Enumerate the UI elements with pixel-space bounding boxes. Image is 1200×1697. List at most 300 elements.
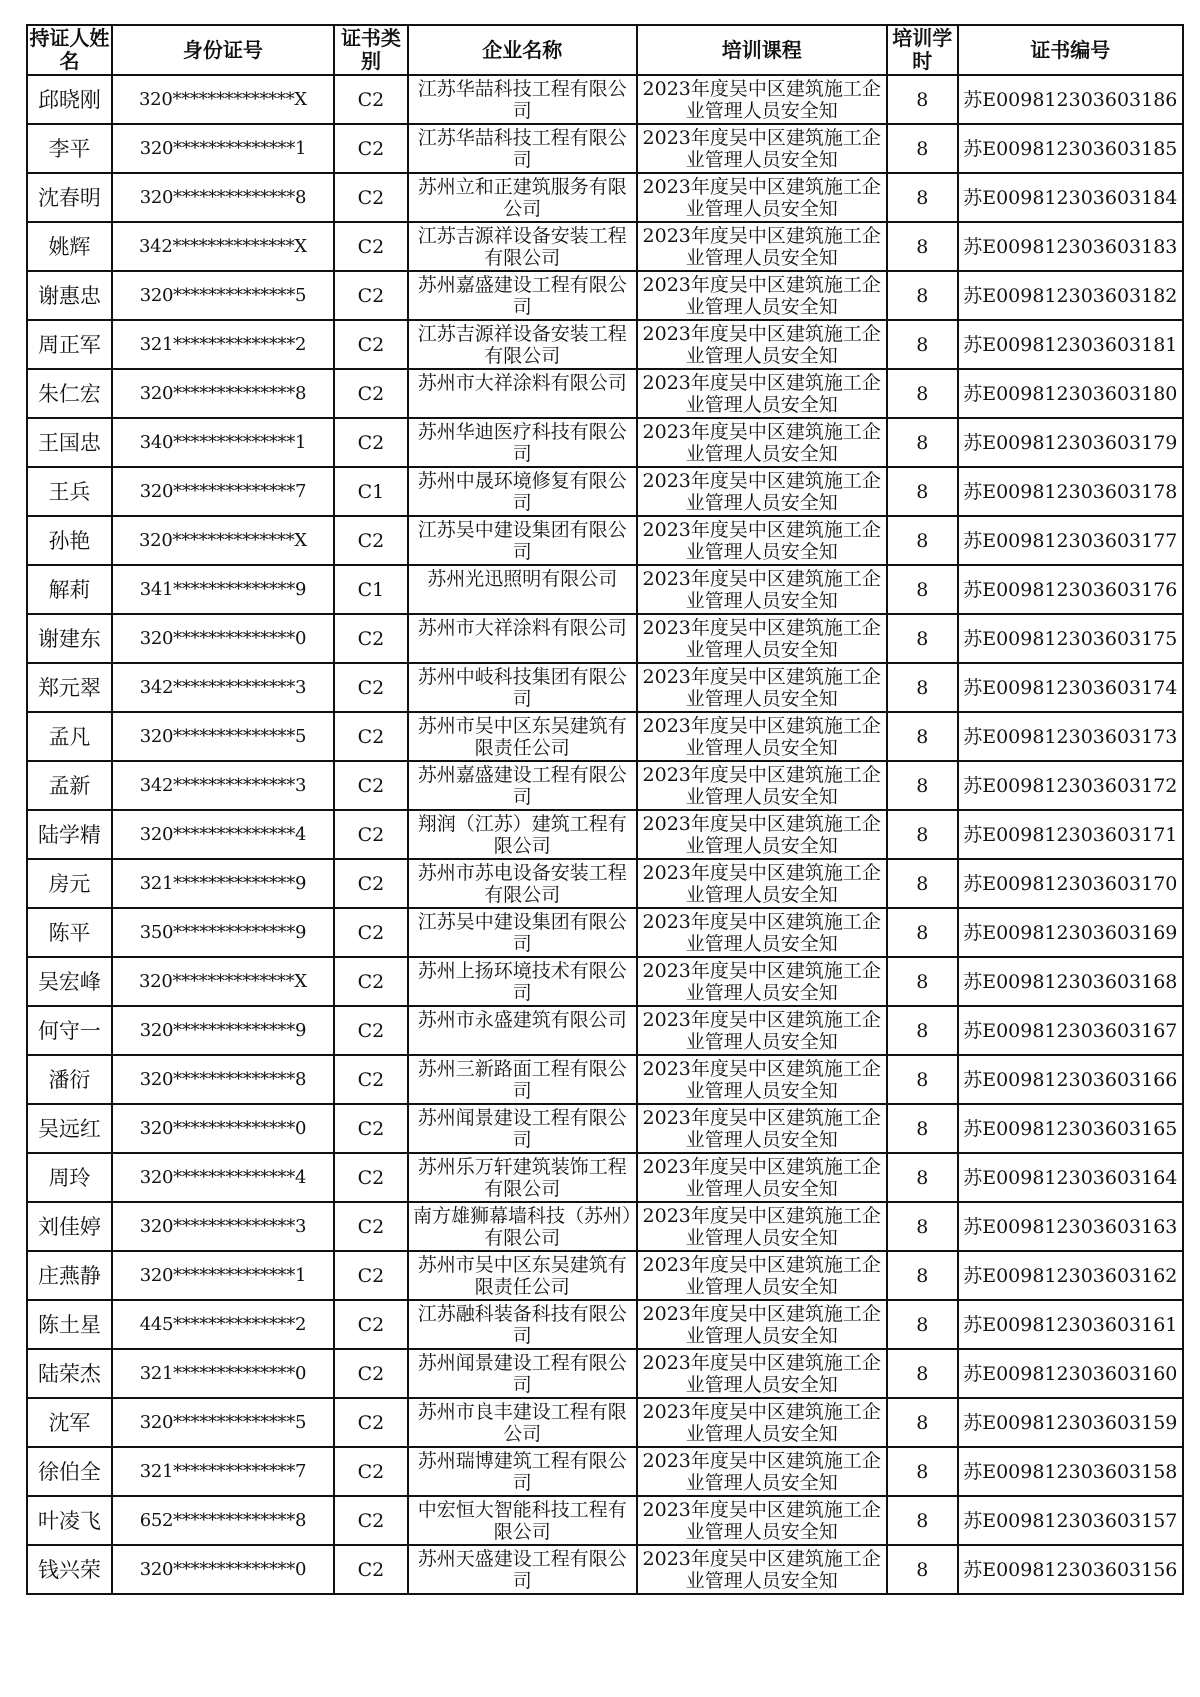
table-row	[27, 761, 1183, 810]
cell-training-hours: 8	[887, 467, 958, 516]
cell-training-course	[637, 1202, 887, 1251]
table-row	[27, 516, 1183, 565]
cell-training-course	[637, 810, 887, 859]
cell-cert-number: 苏E009812303603178	[958, 467, 1183, 516]
cell-training-course-text: 2023年度吴中区建筑施工企业管理人员安全知	[642, 1450, 881, 1494]
cell-training-course	[637, 1349, 887, 1398]
cell-company-name	[408, 516, 637, 565]
cell-company-name	[408, 1496, 637, 1545]
cell-training-course-text: 2023年度吴中区建筑施工企业管理人员安全知	[642, 1499, 881, 1543]
cell-training-course-text: 2023年度吴中区建筑施工企业管理人员安全知	[642, 1205, 881, 1249]
table-row	[27, 663, 1183, 712]
cell-company-name-text: 苏州市吴中区东吴建筑有限责任公司	[417, 715, 627, 759]
cell-training-hours: 8	[887, 1104, 958, 1153]
header-holder-name: 持证人姓名	[27, 25, 112, 75]
cell-id-number: 320**************4	[112, 810, 334, 859]
cell-cert-number: 苏E009812303603186	[958, 75, 1183, 124]
cell-holder-name: 叶凌飞	[27, 1496, 112, 1545]
cell-id-number: 341**************9	[112, 565, 334, 614]
cell-id-number: 321**************0	[112, 1349, 334, 1398]
cell-cert-number: 苏E009812303603164	[958, 1153, 1183, 1202]
cell-training-course-text: 2023年度吴中区建筑施工企业管理人员安全知	[642, 960, 881, 1004]
cell-cert-number: 苏E009812303603177	[958, 516, 1183, 565]
cell-id-number: 320**************3	[112, 1202, 334, 1251]
cell-holder-name: 钱兴荣	[27, 1545, 112, 1594]
cell-company-name-text: 江苏华喆科技工程有限公司	[417, 127, 627, 171]
cell-training-hours: 8	[887, 859, 958, 908]
cell-holder-name: 陈土星	[27, 1300, 112, 1349]
cell-training-hours: 8	[887, 565, 958, 614]
table-row	[27, 1349, 1183, 1398]
cell-training-course	[637, 1496, 887, 1545]
cell-cert-number: 苏E009812303603184	[958, 173, 1183, 222]
cell-cert-number: 苏E009812303603170	[958, 859, 1183, 908]
cell-company-name	[408, 271, 637, 320]
cell-holder-name: 潘衍	[27, 1055, 112, 1104]
table-row	[27, 75, 1183, 124]
cell-training-hours: 8	[887, 320, 958, 369]
cell-training-course	[637, 1300, 887, 1349]
certificate-table-page	[26, 24, 1184, 1595]
cell-company-name-text: 苏州瑞博建筑工程有限公司	[417, 1450, 627, 1494]
cell-holder-name: 姚辉	[27, 222, 112, 271]
cell-training-hours: 8	[887, 1349, 958, 1398]
cell-company-name-text: 苏州华迪医疗科技有限公司	[417, 421, 627, 465]
cell-company-name	[408, 369, 637, 418]
cell-id-number: 321**************2	[112, 320, 334, 369]
cell-id-number: 320**************5	[112, 1398, 334, 1447]
cell-holder-name: 孟新	[27, 761, 112, 810]
cell-company-name	[408, 957, 637, 1006]
cell-training-hours: 8	[887, 369, 958, 418]
header-cert-category: 证书类别	[334, 25, 408, 75]
cell-cert-category: C2	[334, 516, 408, 565]
cell-company-name-text: 江苏华喆科技工程有限公司	[417, 78, 627, 122]
cell-company-name	[408, 859, 637, 908]
cell-training-hours: 8	[887, 1006, 958, 1055]
cell-training-course-text: 2023年度吴中区建筑施工企业管理人员安全知	[642, 470, 881, 514]
header-id-number: 身份证号	[112, 25, 334, 75]
cell-training-course-text: 2023年度吴中区建筑施工企业管理人员安全知	[642, 666, 881, 710]
cell-holder-name: 王国忠	[27, 418, 112, 467]
cell-training-course	[637, 859, 887, 908]
cell-company-name	[408, 761, 637, 810]
cell-training-course	[637, 1055, 887, 1104]
cell-cert-category: C2	[334, 1398, 408, 1447]
cell-cert-category: C2	[334, 1300, 408, 1349]
cell-training-course-text: 2023年度吴中区建筑施工企业管理人员安全知	[642, 323, 881, 367]
cell-holder-name: 郑元翠	[27, 663, 112, 712]
cell-cert-number: 苏E009812303603174	[958, 663, 1183, 712]
cell-cert-category: C2	[334, 1153, 408, 1202]
cell-training-hours: 8	[887, 908, 958, 957]
cell-company-name-text: 苏州市苏电设备安装工程有限公司	[417, 862, 627, 906]
cell-holder-name: 陆学精	[27, 810, 112, 859]
cell-holder-name: 徐伯全	[27, 1447, 112, 1496]
cell-training-hours: 8	[887, 124, 958, 173]
cell-cert-number: 苏E009812303603175	[958, 614, 1183, 663]
cell-id-number: 321**************9	[112, 859, 334, 908]
cell-training-course-text: 2023年度吴中区建筑施工企业管理人员安全知	[642, 176, 881, 220]
cell-cert-number: 苏E009812303603168	[958, 957, 1183, 1006]
table-row	[27, 1006, 1183, 1055]
cell-cert-number: 苏E009812303603180	[958, 369, 1183, 418]
cell-company-name-text: 苏州嘉盛建设工程有限公司	[417, 274, 627, 318]
table-row	[27, 173, 1183, 222]
header-training-course: 培训课程	[637, 25, 887, 75]
cell-company-name	[408, 1398, 637, 1447]
cell-company-name-text: 苏州市大祥涂料有限公司	[417, 372, 627, 394]
cell-holder-name: 吴远红	[27, 1104, 112, 1153]
table-body	[27, 75, 1183, 1594]
cell-cert-category: C2	[334, 712, 408, 761]
cell-training-course	[637, 124, 887, 173]
cell-id-number: 320**************1	[112, 124, 334, 173]
cell-training-course	[637, 1251, 887, 1300]
cell-company-name-text: 苏州上扬环境技术有限公司	[417, 960, 627, 1004]
cell-holder-name: 李平	[27, 124, 112, 173]
cell-training-course-text: 2023年度吴中区建筑施工企业管理人员安全知	[642, 225, 881, 269]
cell-cert-number: 苏E009812303603167	[958, 1006, 1183, 1055]
cell-training-course-text: 2023年度吴中区建筑施工企业管理人员安全知	[642, 421, 881, 465]
cell-company-name-text: 苏州立和正建筑服务有限公司	[417, 176, 627, 220]
cell-cert-category: C2	[334, 1496, 408, 1545]
cell-cert-number: 苏E009812303603182	[958, 271, 1183, 320]
cell-company-name-text: 苏州天盛建设工程有限公司	[417, 1548, 627, 1592]
cell-training-course-text: 2023年度吴中区建筑施工企业管理人员安全知	[642, 1303, 881, 1347]
cell-holder-name: 谢惠忠	[27, 271, 112, 320]
cell-company-name	[408, 712, 637, 761]
cell-cert-category: C2	[334, 1447, 408, 1496]
cell-training-hours: 8	[887, 1545, 958, 1594]
cell-training-course	[637, 320, 887, 369]
cell-cert-number: 苏E009812303603165	[958, 1104, 1183, 1153]
cell-id-number: 652**************8	[112, 1496, 334, 1545]
cell-holder-name: 周正军	[27, 320, 112, 369]
cell-cert-category: C2	[334, 1055, 408, 1104]
table-row	[27, 1104, 1183, 1153]
cell-company-name-text: 苏州市大祥涂料有限公司	[417, 617, 627, 639]
table-row	[27, 1202, 1183, 1251]
table-row	[27, 1055, 1183, 1104]
cell-company-name-text: 苏州市良丰建设工程有限公司	[417, 1401, 627, 1445]
cell-training-hours: 8	[887, 516, 958, 565]
cell-company-name	[408, 173, 637, 222]
cell-cert-number: 苏E009812303603156	[958, 1545, 1183, 1594]
cell-id-number: 320**************8	[112, 1055, 334, 1104]
cell-training-hours: 8	[887, 418, 958, 467]
cell-id-number: 320**************9	[112, 1006, 334, 1055]
cell-training-hours: 8	[887, 957, 958, 1006]
cell-training-course	[637, 712, 887, 761]
cell-training-hours: 8	[887, 1055, 958, 1104]
cell-training-course-text: 2023年度吴中区建筑施工企业管理人员安全知	[642, 274, 881, 318]
cell-company-name	[408, 1055, 637, 1104]
cell-company-name-text: 中宏恒大智能科技工程有限公司	[417, 1499, 627, 1543]
cell-company-name-text: 翔润（江苏）建筑工程有限公司	[417, 813, 627, 857]
cell-company-name-text: 苏州闻景建设工程有限公司	[417, 1107, 627, 1151]
cell-company-name-text: 苏州光迅照明有限公司	[427, 568, 618, 590]
cell-training-hours: 8	[887, 761, 958, 810]
cell-training-course-text: 2023年度吴中区建筑施工企业管理人员安全知	[642, 1548, 881, 1592]
table-row	[27, 1447, 1183, 1496]
cell-company-name	[408, 1447, 637, 1496]
cell-cert-number: 苏E009812303603173	[958, 712, 1183, 761]
cell-cert-number: 苏E009812303603159	[958, 1398, 1183, 1447]
cell-training-course	[637, 565, 887, 614]
cell-training-course	[637, 369, 887, 418]
cell-id-number: 320**************X	[112, 516, 334, 565]
cell-company-name	[408, 1006, 637, 1055]
cell-id-number: 320**************4	[112, 1153, 334, 1202]
cell-training-course-text: 2023年度吴中区建筑施工企业管理人员安全知	[642, 1352, 881, 1396]
cell-holder-name: 庄燕静	[27, 1251, 112, 1300]
cell-cert-number: 苏E009812303603163	[958, 1202, 1183, 1251]
cell-cert-category: C2	[334, 761, 408, 810]
cell-cert-category: C2	[334, 173, 408, 222]
cell-training-course	[637, 957, 887, 1006]
cell-company-name-text: 苏州中晟环境修复有限公司	[417, 470, 627, 514]
table-row	[27, 1545, 1183, 1594]
header-cert-number: 证书编号	[958, 25, 1183, 75]
cell-training-hours: 8	[887, 1202, 958, 1251]
cell-id-number: 320**************8	[112, 173, 334, 222]
cell-cert-category: C2	[334, 1251, 408, 1300]
cell-company-name	[408, 1300, 637, 1349]
cell-company-name	[408, 1251, 637, 1300]
cell-company-name	[408, 1202, 637, 1251]
cell-id-number: 320**************1	[112, 1251, 334, 1300]
cell-training-course	[637, 467, 887, 516]
cell-training-course	[637, 614, 887, 663]
cell-training-hours: 8	[887, 1447, 958, 1496]
cell-training-course-text: 2023年度吴中区建筑施工企业管理人员安全知	[642, 519, 881, 563]
header-training-hours: 培训学时	[887, 25, 958, 75]
cell-training-course	[637, 663, 887, 712]
cell-training-course	[637, 516, 887, 565]
cell-training-course-text: 2023年度吴中区建筑施工企业管理人员安全知	[642, 862, 881, 906]
cell-id-number: 320**************8	[112, 369, 334, 418]
table-row	[27, 1153, 1183, 1202]
cell-holder-name: 谢建东	[27, 614, 112, 663]
cell-training-course-text: 2023年度吴中区建筑施工企业管理人员安全知	[642, 372, 881, 416]
cell-cert-category: C2	[334, 908, 408, 957]
cell-training-course-text: 2023年度吴中区建筑施工企业管理人员安全知	[642, 78, 881, 122]
cell-cert-number: 苏E009812303603172	[958, 761, 1183, 810]
cell-company-name	[408, 614, 637, 663]
table-row	[27, 957, 1183, 1006]
table-row	[27, 859, 1183, 908]
table-row	[27, 1496, 1183, 1545]
cell-holder-name: 吴宏峰	[27, 957, 112, 1006]
cell-training-hours: 8	[887, 1153, 958, 1202]
cell-cert-category: C2	[334, 320, 408, 369]
cell-company-name-text: 江苏吉源祥设备安装工程有限公司	[417, 323, 627, 367]
cell-cert-number: 苏E009812303603162	[958, 1251, 1183, 1300]
cell-cert-category: C2	[334, 859, 408, 908]
cell-id-number: 320**************X	[112, 957, 334, 1006]
cell-cert-category: C2	[334, 1104, 408, 1153]
cell-training-course-text: 2023年度吴中区建筑施工企业管理人员安全知	[642, 1401, 881, 1445]
cell-cert-category: C2	[334, 271, 408, 320]
cell-training-hours: 8	[887, 173, 958, 222]
cell-training-course-text: 2023年度吴中区建筑施工企业管理人员安全知	[642, 1009, 881, 1053]
cell-id-number: 445**************2	[112, 1300, 334, 1349]
cell-training-course-text: 2023年度吴中区建筑施工企业管理人员安全知	[642, 1254, 881, 1298]
cell-training-course-text: 2023年度吴中区建筑施工企业管理人员安全知	[642, 568, 881, 612]
cell-id-number: 320**************0	[112, 614, 334, 663]
cell-training-course-text: 2023年度吴中区建筑施工企业管理人员安全知	[642, 1058, 881, 1102]
table-header-row	[27, 25, 1183, 75]
cell-company-name	[408, 663, 637, 712]
cell-holder-name: 朱仁宏	[27, 369, 112, 418]
cell-cert-number: 苏E009812303603183	[958, 222, 1183, 271]
cell-id-number: 320**************0	[112, 1545, 334, 1594]
cell-cert-number: 苏E009812303603176	[958, 565, 1183, 614]
cell-training-course	[637, 1153, 887, 1202]
cell-company-name	[408, 1545, 637, 1594]
cell-training-hours: 8	[887, 75, 958, 124]
table-row	[27, 418, 1183, 467]
cell-cert-number: 苏E009812303603179	[958, 418, 1183, 467]
header-company-name: 企业名称	[408, 25, 637, 75]
cell-training-course-text: 2023年度吴中区建筑施工企业管理人员安全知	[642, 911, 881, 955]
cell-company-name	[408, 124, 637, 173]
cell-id-number: 350**************9	[112, 908, 334, 957]
cell-training-hours: 8	[887, 712, 958, 761]
cell-cert-category: C2	[334, 418, 408, 467]
cell-training-course	[637, 173, 887, 222]
cell-company-name	[408, 1104, 637, 1153]
cell-training-hours: 8	[887, 614, 958, 663]
cell-cert-number: 苏E009812303603171	[958, 810, 1183, 859]
cell-company-name-text: 苏州闻景建设工程有限公司	[417, 1352, 627, 1396]
table-row	[27, 1300, 1183, 1349]
cell-company-name-text: 江苏吴中建设集团有限公司	[417, 519, 627, 563]
cell-holder-name: 刘佳婷	[27, 1202, 112, 1251]
cell-cert-number: 苏E009812303603157	[958, 1496, 1183, 1545]
table-row	[27, 320, 1183, 369]
cell-cert-category: C1	[334, 565, 408, 614]
cell-training-course-text: 2023年度吴中区建筑施工企业管理人员安全知	[642, 127, 881, 171]
cell-company-name	[408, 565, 637, 614]
cell-holder-name: 邱晓刚	[27, 75, 112, 124]
cell-training-course-text: 2023年度吴中区建筑施工企业管理人员安全知	[642, 715, 881, 759]
cell-cert-category: C2	[334, 1545, 408, 1594]
cell-training-course	[637, 418, 887, 467]
cell-cert-number: 苏E009812303603185	[958, 124, 1183, 173]
cell-company-name-text: 江苏吴中建设集团有限公司	[417, 911, 627, 955]
table-row	[27, 467, 1183, 516]
cell-training-course	[637, 75, 887, 124]
cell-company-name	[408, 1153, 637, 1202]
cell-holder-name: 王兵	[27, 467, 112, 516]
cell-id-number: 342**************3	[112, 761, 334, 810]
cell-company-name	[408, 418, 637, 467]
cell-company-name	[408, 810, 637, 859]
cell-company-name	[408, 1349, 637, 1398]
cell-company-name-text: 苏州嘉盛建设工程有限公司	[417, 764, 627, 808]
cell-cert-category: C2	[334, 810, 408, 859]
table-row	[27, 810, 1183, 859]
table-row	[27, 614, 1183, 663]
cell-training-course	[637, 1447, 887, 1496]
cell-id-number: 342**************3	[112, 663, 334, 712]
cell-training-hours: 8	[887, 810, 958, 859]
cell-training-course	[637, 761, 887, 810]
cell-holder-name: 孙艳	[27, 516, 112, 565]
cell-cert-category: C2	[334, 1349, 408, 1398]
cell-training-course	[637, 1398, 887, 1447]
table-row	[27, 1251, 1183, 1300]
cell-holder-name: 解莉	[27, 565, 112, 614]
cell-id-number: 320**************7	[112, 467, 334, 516]
cell-cert-number: 苏E009812303603158	[958, 1447, 1183, 1496]
table-row	[27, 1398, 1183, 1447]
cell-holder-name: 沈春明	[27, 173, 112, 222]
cell-cert-number: 苏E009812303603166	[958, 1055, 1183, 1104]
table-row	[27, 222, 1183, 271]
cell-training-hours: 8	[887, 663, 958, 712]
cell-company-name-text: 苏州乐万轩建筑装饰工程有限公司	[417, 1156, 627, 1200]
cell-cert-number: 苏E009812303603161	[958, 1300, 1183, 1349]
cell-id-number: 320**************5	[112, 712, 334, 761]
cell-company-name-text: 南方雄狮幕墙科技（苏州）有限公司	[412, 1205, 632, 1249]
cell-company-name	[408, 908, 637, 957]
cell-company-name	[408, 320, 637, 369]
cell-training-hours: 8	[887, 1496, 958, 1545]
cell-holder-name: 何守一	[27, 1006, 112, 1055]
cell-company-name	[408, 222, 637, 271]
cell-training-course-text: 2023年度吴中区建筑施工企业管理人员安全知	[642, 1156, 881, 1200]
cell-training-course	[637, 1545, 887, 1594]
cell-training-course	[637, 908, 887, 957]
cell-company-name-text: 苏州三新路面工程有限公司	[417, 1058, 627, 1102]
cell-holder-name: 周玲	[27, 1153, 112, 1202]
cell-training-course-text: 2023年度吴中区建筑施工企业管理人员安全知	[642, 617, 881, 661]
cell-training-course	[637, 271, 887, 320]
table-row	[27, 369, 1183, 418]
table-row	[27, 908, 1183, 957]
cell-cert-number: 苏E009812303603181	[958, 320, 1183, 369]
cell-cert-category: C2	[334, 957, 408, 1006]
cell-company-name-text: 苏州中岐科技集团有限公司	[417, 666, 627, 710]
cell-company-name-text: 江苏吉源祥设备安装工程有限公司	[417, 225, 627, 269]
table-row	[27, 565, 1183, 614]
cell-company-name-text: 苏州市永盛建筑有限公司	[417, 1009, 627, 1031]
table-row	[27, 271, 1183, 320]
cell-training-course-text: 2023年度吴中区建筑施工企业管理人员安全知	[642, 813, 881, 857]
cell-cert-category: C2	[334, 1202, 408, 1251]
cell-training-course	[637, 1104, 887, 1153]
cell-training-hours: 8	[887, 1398, 958, 1447]
cell-company-name	[408, 75, 637, 124]
cell-training-hours: 8	[887, 1300, 958, 1349]
cell-company-name-text: 苏州市吴中区东吴建筑有限责任公司	[417, 1254, 627, 1298]
table-row	[27, 124, 1183, 173]
cell-id-number: 340**************1	[112, 418, 334, 467]
cell-cert-number: 苏E009812303603160	[958, 1349, 1183, 1398]
cell-cert-category: C2	[334, 1006, 408, 1055]
table-row	[27, 712, 1183, 761]
cell-cert-category: C2	[334, 614, 408, 663]
cell-cert-category: C2	[334, 663, 408, 712]
cell-company-name-text: 江苏融科装备科技有限公司	[417, 1303, 627, 1347]
cell-id-number: 321**************7	[112, 1447, 334, 1496]
cell-holder-name: 沈军	[27, 1398, 112, 1447]
cell-cert-category: C1	[334, 467, 408, 516]
cell-training-course	[637, 1006, 887, 1055]
